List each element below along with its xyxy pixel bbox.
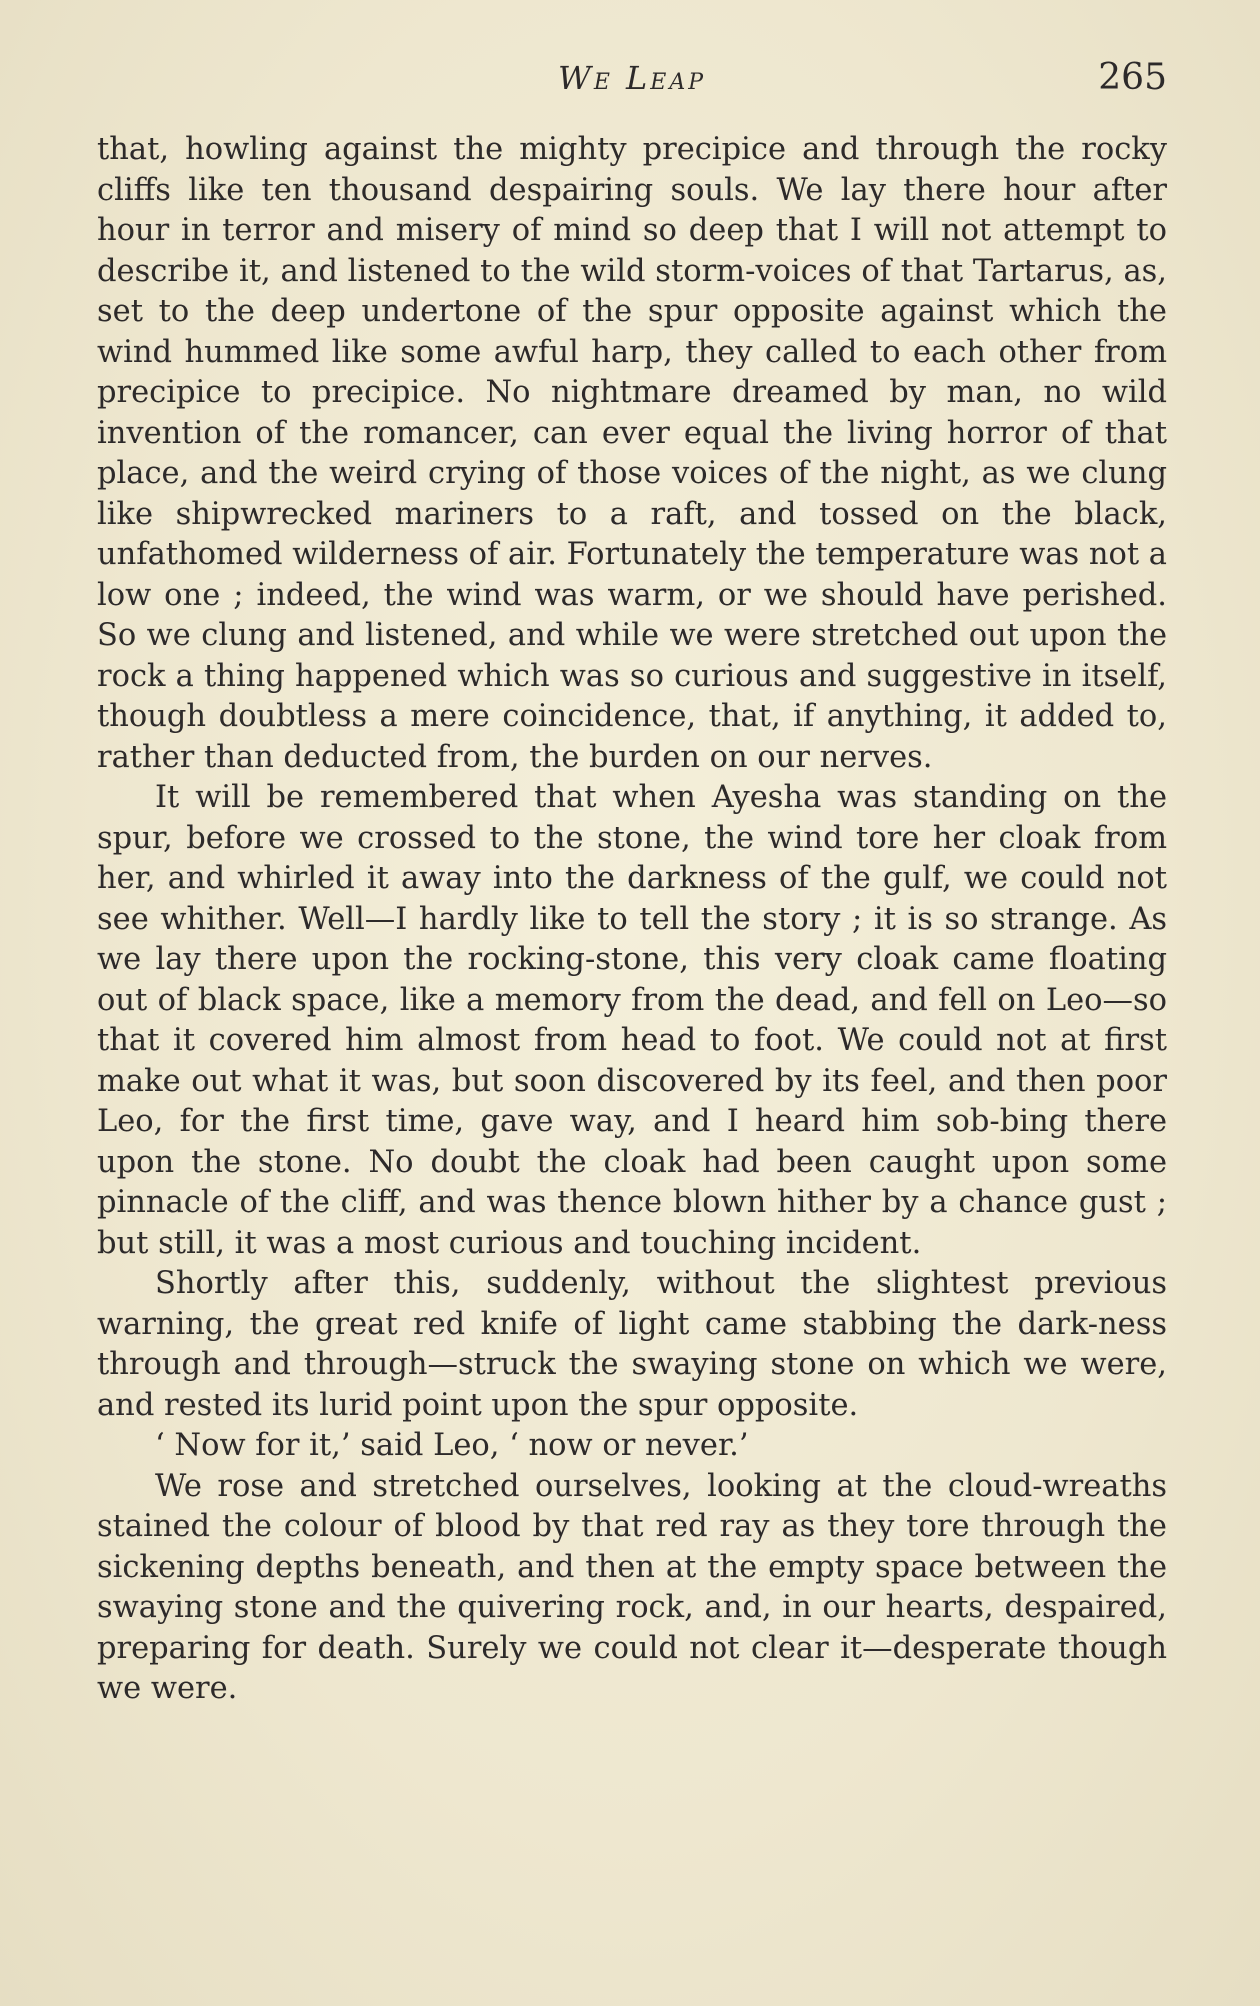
running-title: We Leap (557, 59, 707, 97)
body-text (97, 130, 1167, 1710)
paragraph-2: It will be remembered that when Ayesha was standing on the spur, before we crossed to the stone, the wind tore her cloak from her, and whirled it away into the darkness of the gulf, we could not see whither. Well—I hardly like to tell the story ; it is so strange. As we lay there upon the rocking-stone, this very cloak came floating out of black space, like a memory from the dead, and fell on Leo—so that it covered him almost from head to foot. We could not at first make out what it was, but soon discovered by its feel, and then poor Leo, for the first time, gave way, and I heard him sob-bing there upon the stone. No doubt the cloak had been caught upon some pinnacle of the cliff, and was thence blown hither by a chance gust ; but still, it was a most curious and touching incident. (97, 780, 1167, 1261)
paragraph-5: We rose and stretched ourselves, looking at the cloud-wreaths stained the colour of blood by that red ray as they tore through the sickening depths beneath, and then at the empty space between the swaying stone and the quivering rock, and, in our hearts, despaired, preparing for death. Surely we could not clear it—desperate though we were. (97, 1468, 1167, 1706)
paragraph-1: that, howling against the mighty precipice and through the rocky cliffs like ten thousand despairing souls. We lay there hour after hour in terror and misery of mind so deep that I will not attempt to describe it, and listened to the wild storm-voices of that Tartarus, as, set to the deep undertone of the spur opposite against which the wind hummed like some awful harp, they called to each other from precipice to precipice. No nightmare dreamed by man, no wild invention of the romancer, can ever equal the living horror of that place, and the weird crying of those voices of the night, as we clung like shipwrecked mariners to a raft, and tossed on the black, unfathomed wilderness of air. Fortunately the temperature was not a low one ; indeed, the wind was warm, or we should have perished. So we clung and listened, and while we were stretched out upon the rock a thing happened which was so curious and suggestive in itself, though doubtless a mere coincidence, that, if anything, it added to, rather than deducted from, the burden on our nerves. (97, 132, 1167, 775)
paragraph-4: ‘ Now for it,’ said Leo, ‘ now or never.’ (155, 1428, 749, 1463)
page-header (97, 48, 1167, 108)
page-number: 265 (1098, 57, 1167, 98)
paragraph-3: Shortly after this, suddenly, without the slightest previous warning, the great red knife of light came stabbing the dark-ness through and through—struck the swaying stone on which we were, and rested its lurid point upon the spur opposite. (97, 1266, 1167, 1423)
